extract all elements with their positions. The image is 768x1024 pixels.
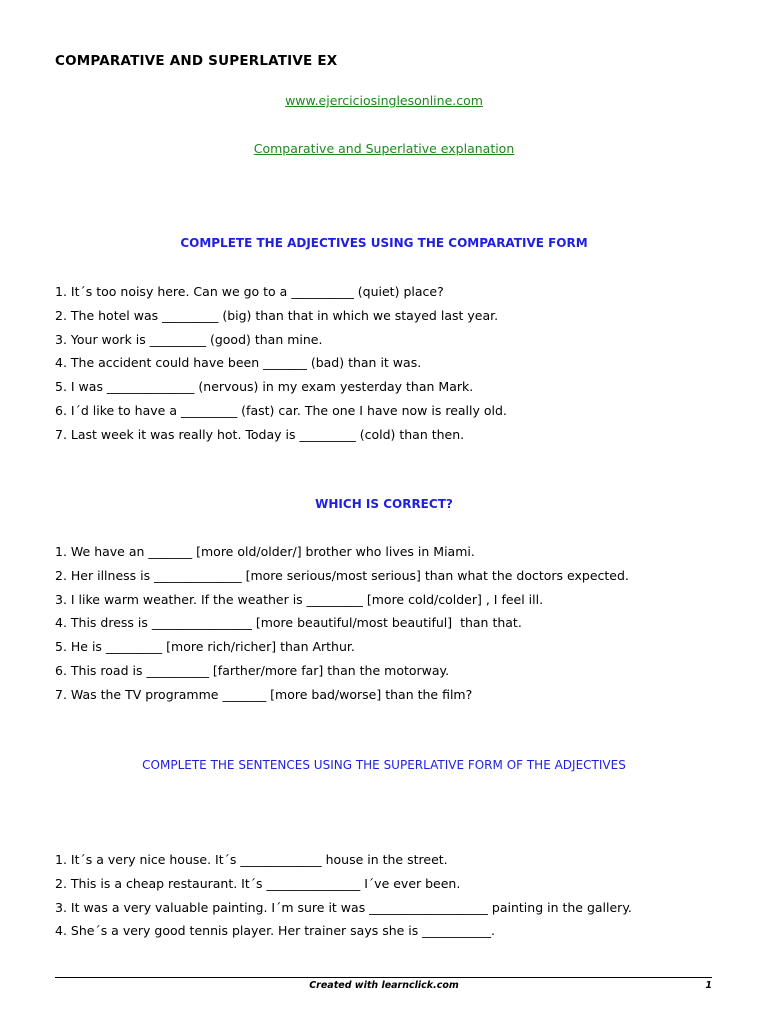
site-link-container <box>0 93 768 108</box>
exercise-item: 6. This road is __________ [farther/more far] than the motorway. <box>55 662 450 678</box>
exercise-item: 1. We have an _______ [more old/older/] brother who lives in Miami. <box>55 544 475 559</box>
exercise-item: 3. Your work is _________ (good) than mine. <box>55 331 323 347</box>
exercise-item: 1. It´s a very nice house. It´s _____________ house in the street. <box>55 852 448 867</box>
exercise-item: 5. He is _________ [more rich/richer] than Arthur. <box>55 639 355 655</box>
exercise-item: 4. This dress is ________________ [more beautiful/most beautiful] than that. <box>55 615 522 631</box>
exercise-item: 3. I like warm weather. If the weather is _________ [more cold/colder] , I feel ill. <box>55 591 544 607</box>
footer-divider <box>55 977 712 978</box>
page-number: 1 <box>705 980 712 991</box>
exercise-item: 6. I´d like to have a _________ (fast) car. The one I have now is really old. <box>55 402 507 418</box>
exercise-item: 1. It´s too noisy here. Can we go to a __________ (quiet) place? <box>55 284 444 299</box>
exercise-item: 4. The accident could have been _______ (bad) than it was. <box>55 355 422 371</box>
exercise-item: 2. Her illness is ______________ [more serious/most serious] than what the doctors expected. <box>55 567 629 583</box>
exercise-item: 5. I was ______________ (nervous) in my exam yesterday than Mark. <box>55 379 474 395</box>
site-link[interactable]: www.ejerciciosinglesonline.com <box>285 93 483 108</box>
section1-heading: COMPLETE THE ADJECTIVES USING THE COMPARATIVE FORM <box>180 236 588 250</box>
section2-list <box>55 540 629 707</box>
exercise-item: 4. She´s a very good tennis player. Her trainer says she is ___________. <box>55 923 495 939</box>
footer-credit: Created with learnclick.com <box>309 980 459 991</box>
explanation-link[interactable]: Comparative and Superlative explanation <box>253 141 515 156</box>
document-title: COMPARATIVE AND SUPERLATIVE EX <box>55 53 338 69</box>
section2-heading: WHICH IS CORRECT? <box>315 497 453 511</box>
section1-list <box>55 280 507 447</box>
exercise-item: 2. This is a cheap restaurant. It´s _______________ I´ve ever been. <box>55 875 461 891</box>
section3-list <box>55 848 632 943</box>
exercise-item: 7. Was the TV programme _______ [more bad/worse] than the film? <box>55 686 473 702</box>
exercise-item: 3. It was a very valuable painting. I´m sure it was ___________________ painting in the gallery. <box>55 899 632 915</box>
section3-heading: COMPLETE THE SENTENCES USING THE SUPERLATIVE FORM OF THE ADJECTIVES <box>142 758 626 772</box>
exercise-item: 7. Last week it was really hot. Today is _________ (cold) than then. <box>55 426 465 442</box>
explanation-link-container <box>0 141 768 156</box>
exercise-item: 2. The hotel was _________ (big) than that in which we stayed last year. <box>55 307 499 323</box>
